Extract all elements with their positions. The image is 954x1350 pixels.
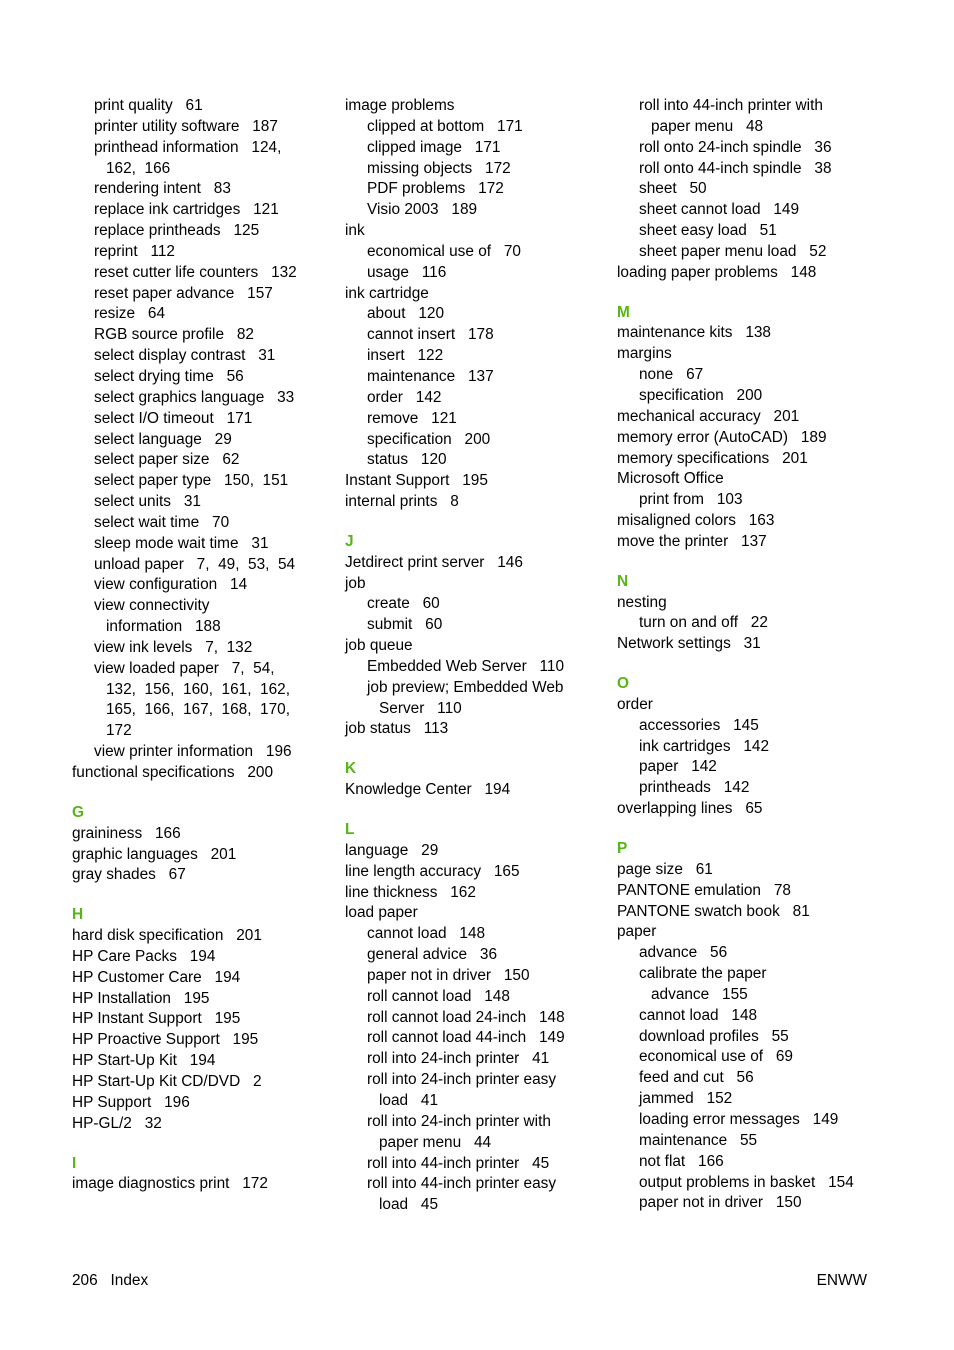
index-subentry: specification 200 xyxy=(639,386,763,404)
index-entry: page size 61 xyxy=(617,860,713,878)
index-entry: Jetdirect print server 146 xyxy=(345,553,523,571)
index-subentry: missing objects 172 xyxy=(367,159,511,177)
index-entry: HP Start-Up Kit 194 xyxy=(72,1052,216,1070)
index-continuation: paper menu 44 xyxy=(379,1133,492,1151)
index-subentry: about 120 xyxy=(367,305,445,323)
index-letter-heading: G xyxy=(72,803,84,821)
index-entry: maintenance kits 138 xyxy=(617,324,771,342)
index-entry: HP Customer Care 194 xyxy=(72,968,241,986)
page-footer-left: 206 Index xyxy=(72,1272,149,1289)
index-subentry: advance 56 xyxy=(639,944,728,962)
index-entry: graphic languages 201 xyxy=(72,845,237,863)
index-letter-heading: N xyxy=(617,572,629,590)
index-column-1 xyxy=(72,96,334,1195)
index-continuation: load 41 xyxy=(379,1091,439,1109)
index-subentry: roll into 44-inch printer with xyxy=(639,97,823,114)
index-entry: HP Proactive Support 195 xyxy=(72,1031,259,1049)
index-entry: HP Support 196 xyxy=(72,1093,190,1111)
index-subentry: reprint 112 xyxy=(94,242,175,260)
index-subentry: paper 142 xyxy=(639,758,717,776)
index-subentry: view ink levels 7, 132 xyxy=(94,638,253,656)
index-entry: margins xyxy=(617,345,672,363)
page-footer-right: ENWW xyxy=(816,1272,867,1289)
index-subentry: sheet 50 xyxy=(639,180,707,198)
index-entry: job queue xyxy=(345,637,413,655)
index-subentry: ink cartridges 142 xyxy=(639,737,770,755)
index-subentry: view printer information 196 xyxy=(94,743,292,761)
index-entry: Instant Support 195 xyxy=(345,472,488,490)
section-gap xyxy=(345,740,607,759)
index-subentry: order 142 xyxy=(367,388,442,406)
index-subentry: view loaded paper 7, 54, xyxy=(94,659,275,677)
index-subentry: replace ink cartridges 121 xyxy=(94,201,279,219)
index-subentry: submit 60 xyxy=(367,616,443,634)
index-entry: loading paper problems 148 xyxy=(617,263,817,281)
index-subentry: specification 200 xyxy=(367,430,491,448)
index-entry: Microsoft Office xyxy=(617,470,724,488)
index-entry: ink xyxy=(345,222,365,240)
index-letter-heading: P xyxy=(617,840,628,857)
index-subentry: roll onto 44-inch spindle 38 xyxy=(639,159,832,177)
index-continuation: paper menu 48 xyxy=(651,117,764,135)
index-subentry: select wait time 70 xyxy=(94,513,230,531)
index-entry: HP Instant Support 195 xyxy=(72,1010,241,1028)
index-subentry: roll into 44-inch printer 45 xyxy=(367,1154,550,1172)
index-entry: mechanical accuracy 201 xyxy=(617,407,800,425)
index-column-3 xyxy=(617,96,897,1214)
index-subentry: paper not in driver 150 xyxy=(367,966,530,984)
index-subentry: Embedded Web Server 110 xyxy=(367,657,565,675)
index-subentry: feed and cut 56 xyxy=(639,1069,754,1087)
section-gap xyxy=(72,886,334,905)
index-subentry: print quality 61 xyxy=(94,97,203,114)
index-subentry: view configuration 14 xyxy=(94,576,248,594)
index-subentry: roll cannot load 24-inch 148 xyxy=(367,1008,565,1026)
index-subentry: turn on and off 22 xyxy=(639,614,768,632)
index-subentry: cannot insert 178 xyxy=(367,326,494,344)
index-entry: memory error (AutoCAD) 189 xyxy=(617,428,827,446)
index-subentry: select units 31 xyxy=(94,493,201,511)
index-subentry: unload paper 7, 49, 53, 54 xyxy=(94,555,296,573)
index-continuation: Server 110 xyxy=(379,699,462,717)
index-subentry: roll into 24-inch printer easy xyxy=(367,1071,557,1089)
index-subentry: cannot load 148 xyxy=(639,1006,758,1024)
index-continuation: information 188 xyxy=(106,618,221,636)
section-gap xyxy=(617,284,897,303)
index-letter-heading: I xyxy=(72,1154,77,1172)
index-subentry: sleep mode wait time 31 xyxy=(94,534,269,552)
section-gap xyxy=(617,553,897,572)
index-column-2 xyxy=(345,96,607,1216)
index-continuation: 172 xyxy=(106,722,132,740)
index-subentry: none 67 xyxy=(639,366,704,384)
index-subentry: printheads 142 xyxy=(639,779,750,797)
index-subentry: reset cutter life counters 132 xyxy=(94,263,297,281)
index-entry: hard disk specification 201 xyxy=(72,927,262,945)
index-entry: load paper xyxy=(345,904,418,922)
index-entry: order xyxy=(617,695,653,713)
index-entry: HP-GL/2 32 xyxy=(72,1114,162,1132)
index-letter-heading: O xyxy=(617,675,629,693)
index-letter-heading: L xyxy=(345,821,355,838)
index-entry: Network settings 31 xyxy=(617,635,761,653)
index-continuation: advance 155 xyxy=(651,985,748,1003)
index-subentry: maintenance 137 xyxy=(367,367,494,385)
index-subentry: remove 121 xyxy=(367,409,457,427)
index-entry: HP Start-Up Kit CD/DVD 2 xyxy=(72,1072,262,1090)
index-entry: gray shades 67 xyxy=(72,866,186,884)
index-subentry: not flat 166 xyxy=(639,1152,724,1170)
index-subentry: select language 29 xyxy=(94,430,232,448)
index-entry: line length accuracy 165 xyxy=(345,862,520,880)
index-subentry: usage 116 xyxy=(367,263,447,281)
index-entry: HP Care Packs 194 xyxy=(72,947,216,965)
index-subentry: general advice 36 xyxy=(367,946,498,964)
index-subentry: printer utility software 187 xyxy=(94,117,278,135)
index-entry: nesting xyxy=(617,593,667,611)
section-gap xyxy=(345,513,607,532)
index-subentry: economical use of 69 xyxy=(639,1048,793,1066)
index-entry: job xyxy=(345,574,366,592)
index-entry: move the printer 137 xyxy=(617,532,767,550)
index-subentry: select graphics language 33 xyxy=(94,388,295,406)
index-subentry: select I/O timeout 171 xyxy=(94,409,253,427)
index-subentry: roll cannot load 44-inch 149 xyxy=(367,1029,565,1047)
section-gap xyxy=(617,820,897,839)
section-gap xyxy=(72,784,334,803)
index-subentry: roll onto 24-inch spindle 36 xyxy=(639,138,832,156)
index-subentry: jammed 152 xyxy=(639,1090,733,1108)
index-continuation: load 45 xyxy=(379,1196,439,1214)
index-subentry: select paper size 62 xyxy=(94,451,240,469)
index-entry: misaligned colors 163 xyxy=(617,512,775,530)
index-entry: functional specifications 200 xyxy=(72,764,274,781)
index-subentry: status 120 xyxy=(367,451,447,469)
index-subentry: clipped image 171 xyxy=(367,138,501,156)
index-subentry: RGB source profile 82 xyxy=(94,326,254,344)
index-subentry: Visio 2003 189 xyxy=(367,201,478,219)
index-subentry: print from 103 xyxy=(639,491,743,509)
index-subentry: resize 64 xyxy=(94,305,166,323)
index-letter-heading: M xyxy=(617,303,630,321)
index-subentry: printhead information 124, xyxy=(94,138,282,156)
index-entry: image problems xyxy=(345,97,455,114)
index-entry: Knowledge Center 194 xyxy=(345,781,511,799)
index-continuation: 132, 156, 160, 161, 162, xyxy=(106,680,290,698)
index-letter-heading: K xyxy=(345,760,357,778)
index-subentry: clipped at bottom 171 xyxy=(367,117,523,135)
index-entry: ink cartridge xyxy=(345,284,429,302)
index-entry: line thickness 162 xyxy=(345,883,476,901)
index-subentry: view connectivity xyxy=(94,597,210,615)
section-gap xyxy=(72,1135,334,1154)
index-subentry: create 60 xyxy=(367,595,440,613)
index-subentry: accessories 145 xyxy=(639,716,759,734)
index-entry: language 29 xyxy=(345,841,439,859)
index-subentry: roll cannot load 148 xyxy=(367,987,510,1005)
index-subentry: cannot load 148 xyxy=(367,925,486,943)
index-entry: internal prints 8 xyxy=(345,493,459,511)
index-continuation: 162, 166 xyxy=(106,159,171,177)
index-entry: memory specifications 201 xyxy=(617,449,808,467)
index-subentry: PDF problems 172 xyxy=(367,180,504,198)
index-entry: HP Installation 195 xyxy=(72,989,210,1007)
index-subentry: sheet paper menu load 52 xyxy=(639,242,827,260)
index-entry: overlapping lines 65 xyxy=(617,800,763,818)
index-subentry: loading error messages 149 xyxy=(639,1110,839,1128)
index-subentry: roll into 24-inch printer with xyxy=(367,1112,551,1130)
index-subentry: calibrate the paper xyxy=(639,965,767,983)
index-subentry: sheet easy load 51 xyxy=(639,222,777,240)
index-subentry: download profiles 55 xyxy=(639,1027,789,1045)
section-gap xyxy=(617,655,897,674)
section-gap xyxy=(345,801,607,820)
index-entry: image diagnostics print 172 xyxy=(72,1175,268,1193)
index-subentry: select drying time 56 xyxy=(94,367,244,385)
index-letter-heading: J xyxy=(345,532,354,550)
index-subentry: select display contrast 31 xyxy=(94,347,276,365)
index-letter-heading: H xyxy=(72,906,84,924)
index-subentry: paper not in driver 150 xyxy=(639,1194,802,1212)
index-subentry: replace printheads 125 xyxy=(94,222,260,240)
index-subentry: roll into 44-inch printer easy xyxy=(367,1175,557,1193)
index-subentry: rendering intent 83 xyxy=(94,180,231,198)
index-continuation: 165, 166, 167, 168, 170, xyxy=(106,701,290,719)
index-subentry: economical use of 70 xyxy=(367,242,521,260)
index-subentry: output problems in basket 154 xyxy=(639,1173,854,1191)
index-subentry: sheet cannot load 149 xyxy=(639,201,800,219)
index-entry: job status 113 xyxy=(345,720,449,738)
index-subentry: select paper type 150, 151 xyxy=(94,472,289,490)
index-entry: graininess 166 xyxy=(72,824,181,842)
index-entry: PANTONE swatch book 81 xyxy=(617,902,810,920)
index-entry: PANTONE emulation 78 xyxy=(617,881,791,899)
index-subentry: job preview; Embedded Web xyxy=(367,678,564,696)
index-subentry: insert 122 xyxy=(367,347,444,365)
index-subentry: maintenance 55 xyxy=(639,1131,758,1149)
index-entry: paper xyxy=(617,923,657,941)
index-subentry: reset paper advance 157 xyxy=(94,284,273,302)
index-subentry: roll into 24-inch printer 41 xyxy=(367,1050,550,1068)
